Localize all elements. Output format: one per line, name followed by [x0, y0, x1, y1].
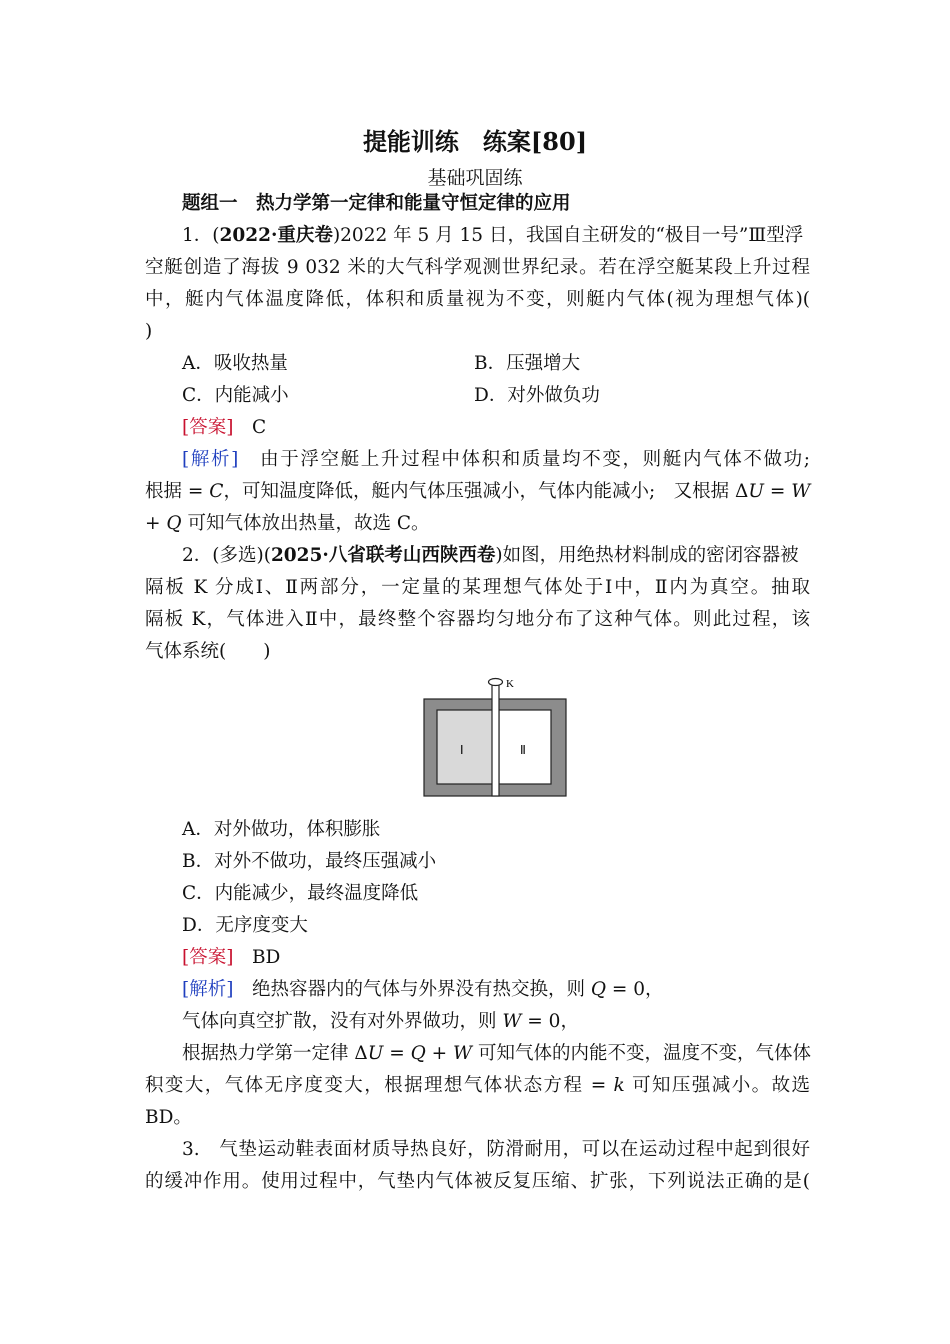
q2-line-1: 2．(多选)(2025·八省联考山西陕西卷)如图，用绝热材料制成的密闭容器被	[182, 545, 799, 566]
q2-option-a: A．对外做功，体积膨胀	[182, 819, 381, 840]
q1-line-1: 1．(2022·重庆卷)2022 年 5 月 15 日，我国自主研发的“极目一号”Ⅲ型浮	[182, 225, 804, 246]
q2-line-2: 隔板 K 分成Ⅰ、Ⅱ两部分，一定量的某理想气体处于Ⅰ中，Ⅱ内为真空。抽取	[145, 577, 810, 598]
section-subtitle: 基础巩固练	[427, 167, 523, 189]
q1-analysis-2: 根据 = C，可知温度降低，艇内气体压强减小，气体内能减小; 又根据 ΔU = W	[145, 481, 811, 502]
q1-answer: [答案] C	[182, 417, 267, 438]
q2-analysis-1: [解析] 绝热容器内的气体与外界没有热交换，则 Q = 0，	[182, 979, 664, 1000]
q1-analysis-1: [解析] 由于浮空艇上升过程中体积和质量均不变，则艇内气体不做功;	[182, 449, 810, 470]
q1-option-c: C．内能减小	[182, 385, 289, 406]
group-heading: 题组一 热力学第一定律和能量守恒定律的应用	[182, 193, 571, 214]
chamber-one	[437, 710, 494, 784]
q2-line-3: 隔板 K，气体进入Ⅱ中，最终整个容器均匀地分布了这种气体。则此过程，该	[145, 609, 810, 630]
label-k: K	[506, 678, 514, 690]
q1-line-2: 空艇创造了海拔 9 032 米的大气科学观测世界纪录。若在浮空艇某段上升过程	[145, 257, 810, 278]
analysis-tag: [解析]	[182, 979, 234, 1000]
q1-option-b: B．压强增大	[474, 353, 581, 374]
q2-answer: [答案] BD	[182, 947, 281, 968]
answer-tag: [答案]	[182, 417, 234, 438]
q2-option-d: D．无序度变大	[182, 915, 308, 936]
partition-k	[492, 684, 499, 796]
container-diagram	[410, 674, 580, 804]
q1-analysis-3: + Q 可知气体放出热量，故选 C。	[145, 513, 430, 534]
q1-option-a: A．吸收热量	[182, 353, 288, 374]
q2-line-4: 气体系统( )	[145, 641, 271, 662]
q1-line-4: )	[145, 321, 153, 342]
label-chamber-one: Ⅰ	[460, 743, 464, 757]
q2-analysis-3: 根据热力学第一定律 ΔU = Q + W 可知气体的内能不变，温度不变，气体体	[182, 1043, 811, 1064]
partition-handle	[489, 679, 503, 686]
q1-option-d: D．对外做负功	[474, 385, 600, 406]
label-chamber-two: Ⅱ	[520, 743, 526, 757]
analysis-tag: [解析]	[182, 449, 239, 470]
q2-analysis-4: 积变大，气体无序度变大，根据理想气体状态方程 = k 可知压强减小。故选	[145, 1075, 810, 1096]
q1-source: 2022·重庆卷	[219, 225, 333, 246]
q2-analysis-5: BD。	[145, 1107, 192, 1128]
q2-option-b: B．对外不做功，最终压强减小	[182, 851, 437, 872]
q2-option-c: C．内能减少，最终温度降低	[182, 883, 419, 904]
answer-tag: [答案]	[182, 947, 234, 968]
q2-source: 2025·八省联考山西陕西卷	[270, 545, 496, 566]
q2-analysis-2: 气体向真空扩散，没有对外界做功，则 W = 0，	[182, 1011, 579, 1032]
page-title: 提能训练 练案[80]	[362, 127, 588, 156]
q3-line-1: 3. 气垫运动鞋表面材质导热良好，防滑耐用，可以在运动过程中起到很好	[182, 1139, 810, 1160]
q1-line-3: 中，艇内气体温度降低，体积和质量视为不变，则艇内气体(视为理想气体)(	[145, 289, 810, 310]
q3-line-2: 的缓冲作用。使用过程中，气垫内气体被反复压缩、扩张，下列说法正确的是(	[145, 1171, 810, 1192]
